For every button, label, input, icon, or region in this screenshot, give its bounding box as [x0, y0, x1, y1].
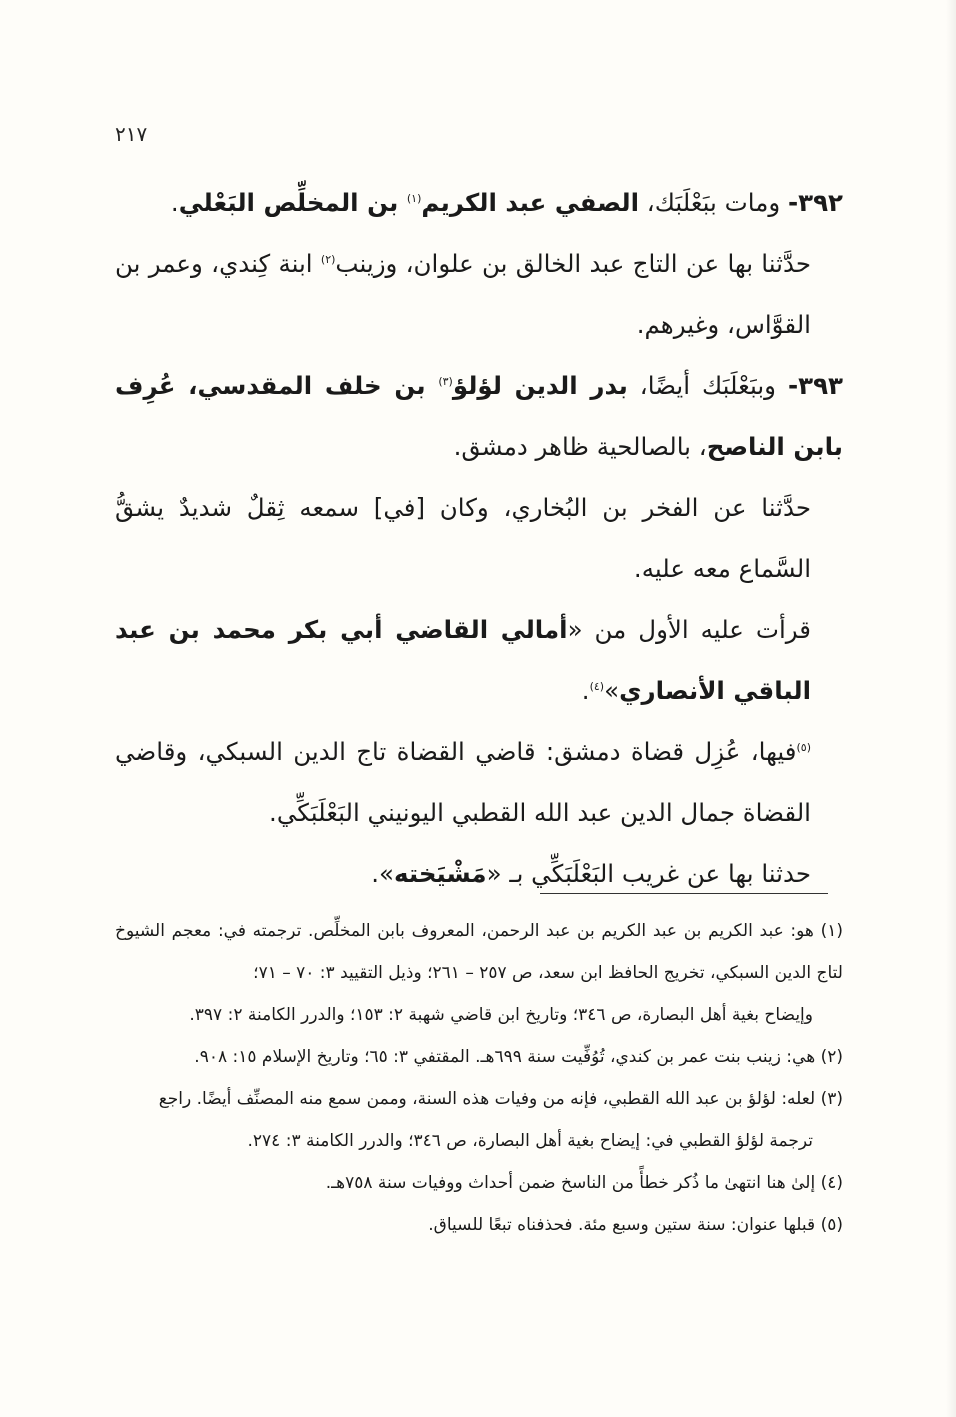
main-text	[115, 172, 843, 904]
footnotes	[115, 910, 843, 1246]
entry-number: ٣٩٣-	[787, 371, 844, 400]
footnote-ref: (٤)	[589, 679, 605, 693]
person-name-cont: بن المخلِّص البَعْلي	[178, 188, 407, 217]
year-events-narration	[115, 843, 843, 904]
narration-text: حدثنا بها عن غريب البَعْلَبَكِّي بـ «	[486, 859, 811, 888]
narration-end: ».	[371, 859, 394, 888]
footnote-1	[115, 910, 843, 994]
entry-392-body	[115, 233, 843, 355]
person-name: الصفي عبد الكريم	[421, 188, 639, 217]
entry-393-heading	[115, 355, 843, 477]
footnote-2: (٢) هي: زينب بنت عمر بن كندي، تُوُفِّيت سنة ٦٩٩هـ. المقتفي ٣: ٦٥؛ وتاريخ الإسلام ١٥: ٩٠٨.	[194, 1047, 843, 1067]
entry-text: وببَعْلَبَك أيضًا،	[627, 371, 788, 400]
events-text: فيها، عُزِل قضاة دمشق: قاضي القضاة تاج الدين السبكي، وقاضي القضاة جمال الدين عبد الله القطبي اليونيني البَعْلَبَكِّي.	[115, 737, 811, 827]
footnote-ref: (٥)	[796, 740, 811, 754]
reading-end: .	[581, 676, 590, 705]
book-title: أمالي القاضي أبي بكر محمد بن عبد الباقي الأنصاري	[115, 615, 811, 705]
footnote-4: (٤) إلىٰ هنا انتهىٰ ما ذُكر خطأً من الناسخ ضمن أحداث ووفيات سنة ٧٥٨هـ.	[325, 1173, 843, 1193]
footnote-3: (٣) لعله: لؤلؤ بن عبد الله القطبي، فإنه من وفيات هذه السنة، وممن سمع منه المصنِّف أيضًا. راجع	[158, 1089, 843, 1109]
paragraph-text-cont: ابنة كِندي، وعمر بن القوَّاس، وغيرهم.	[115, 249, 811, 339]
entry-392-heading	[115, 172, 843, 233]
footnote-ref: (٢)	[320, 252, 336, 266]
reading-text: قرأت عليه الأول من «	[567, 615, 811, 644]
page-number: ٢١٧	[115, 122, 148, 146]
footnote-divider	[540, 893, 828, 894]
footnote-3-cont: ترجمة لؤلؤ القطبي في: إيضاح بغية أهل البصارة، ص ٣٤٦؛ والدرر الكامنة ٣: ٢٧٤.	[247, 1131, 813, 1151]
paragraph-text: حدَّثنا بها عن التاج عبد الخالق بن علوان، وزينب	[335, 249, 811, 278]
entry-number: ٣٩٢-	[787, 188, 843, 217]
footnote-text: (١) هو: عبد الكريم بن عبد الكريم بن عبد الرحمن، المعروف بابن المخلِّص. ترجمته في: معجم الشيوخ لتاج الدين السبكي، تخريج الحافظ ابن سعد، ص ٢٥٧ – ٢٦١؛ وذيل التقييد ٣: ٧٠ – ٧١؛	[115, 921, 843, 983]
quote-close: »	[604, 676, 620, 705]
footnote-5: (٥) قبلها عنوان: سنة ستين وسبع مئة. فحذفناه تبعًا للسياق.	[428, 1215, 843, 1235]
entry-text-cont: ، بالصالحية ظاهر دمشق.	[453, 432, 707, 461]
footnote-ref: (١)	[406, 191, 422, 205]
footnote-ref: (٣)	[438, 374, 453, 388]
person-name-cont: بن خلف المقدسي، عُرِف بابن الناصح	[115, 371, 843, 461]
entry-end: .	[170, 188, 179, 217]
entry-393-reading	[115, 599, 843, 721]
person-name: بدر الدين لؤلؤ	[452, 371, 628, 400]
year-events	[115, 721, 843, 843]
page-edge-shadow	[946, 0, 956, 1417]
entry-text: ومات ببَعْلَبَك،	[639, 188, 788, 217]
footnote-1-cont: وإيضاح بغية أهل البصارة، ص ٣٤٦؛ وتاريخ ابن قاضي شهبة ٢: ١٥٣؛ والدرر الكامنة ٢: ٣٩٧.	[189, 1005, 813, 1025]
book-title: مَشْيَخته	[393, 859, 487, 888]
entry-393-body: حدَّثنا عن الفخر بن البُخاري، وكان [في] سمعه ثِقلٌ شديدٌ يشقُّ السَّماع معه عليه.	[115, 493, 811, 583]
